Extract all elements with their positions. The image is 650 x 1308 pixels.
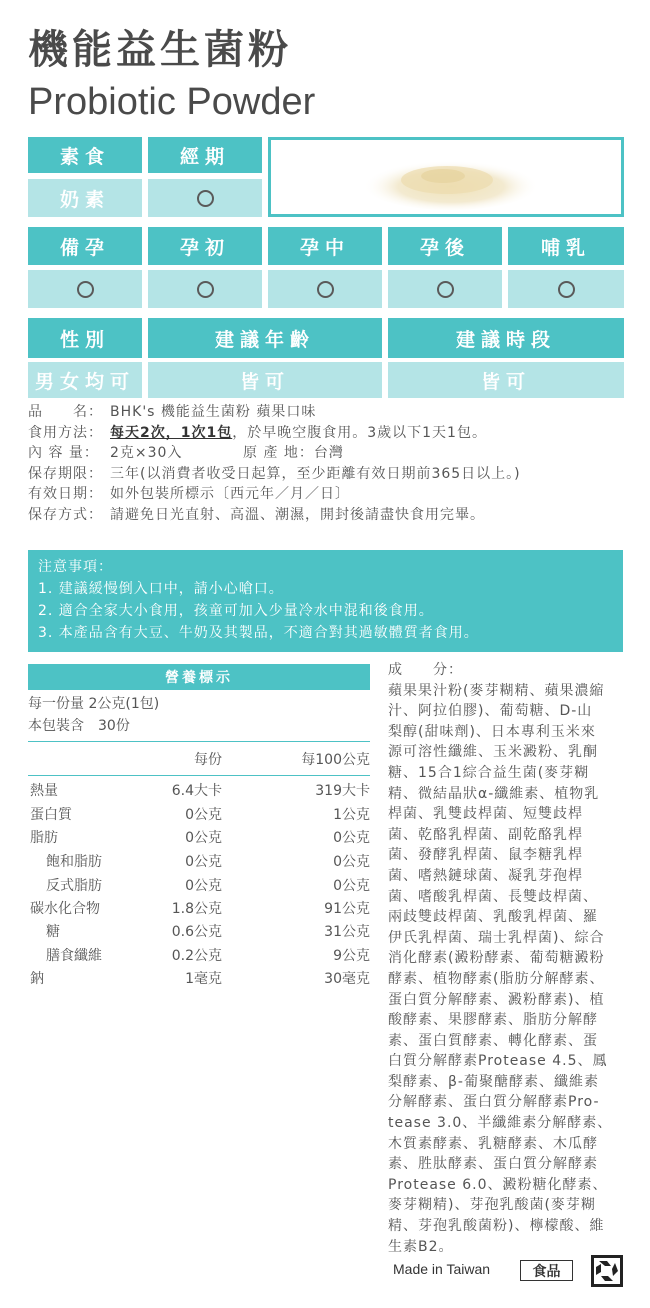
nutrition-col-100: 每100公克 bbox=[301, 752, 370, 768]
nutrition-row-name: 熱量 bbox=[30, 783, 58, 799]
gender-header: 性別 bbox=[28, 318, 142, 358]
nutrition-row-per100: 1公克 bbox=[333, 807, 370, 823]
nutrition-row-per100: 91公克 bbox=[324, 901, 370, 917]
nutrition-row-per: 1.8公克 bbox=[171, 901, 222, 917]
ingredients-line: 伊氏乳桿菌、瑞士乳桿菌)、綜合 bbox=[388, 929, 605, 946]
nutrition-row-name: 糖 bbox=[46, 924, 60, 940]
time-value: 皆可 bbox=[388, 362, 624, 398]
ingredients-line: 糖、15合1綜合益生菌(麥芽糊 bbox=[388, 764, 590, 781]
nutrition-row-per: 0公克 bbox=[185, 878, 222, 894]
nutrition-row-per: 0.6公克 bbox=[171, 924, 222, 940]
stage-value-4 bbox=[388, 270, 502, 308]
stage-header-2: 孕初 bbox=[148, 227, 262, 265]
nutrition-row-per100: 9公克 bbox=[333, 948, 370, 964]
product-info bbox=[28, 402, 628, 526]
circle-mark-icon bbox=[197, 190, 214, 207]
ingredients-line: Protease 6.0、澱粉糖化酵素、 bbox=[388, 1176, 608, 1193]
nutrition-row-per: 0公克 bbox=[185, 807, 222, 823]
time-header: 建議時段 bbox=[388, 318, 624, 358]
ingredients-line: 蘋果果汁粉(麥芽糊精、蘋果濃縮 bbox=[388, 682, 605, 699]
ingredients-line: 菌、嗜熱鏈球菌、凝乳芽孢桿 bbox=[388, 867, 583, 884]
period-header: 經期 bbox=[148, 137, 262, 173]
ingredients-line: 白質分解酵素Protease 4.5、鳳 bbox=[388, 1053, 608, 1070]
ingredients-line: 酸酵素、果膠酵素、脂肪分解酵 bbox=[388, 1012, 598, 1029]
stage-value-3 bbox=[268, 270, 382, 308]
stage-value-5 bbox=[508, 270, 624, 308]
ingredients-line: 素、蛋白質酵素、轉化酵素、蛋 bbox=[388, 1032, 598, 1049]
ingredients-line: 桿菌、乳雙歧桿菌、短雙歧桿 bbox=[388, 806, 583, 823]
nutrition-row-name: 反式脂肪 bbox=[46, 878, 102, 894]
stage-value-1 bbox=[28, 270, 142, 308]
ingredients-line: 木質素酵素、乳糖酵素、木瓜酵 bbox=[388, 1135, 598, 1152]
stage-header-4: 孕後 bbox=[388, 227, 502, 265]
stage-header-5: 哺乳 bbox=[508, 227, 624, 265]
recycle-icon bbox=[591, 1255, 623, 1287]
ingredients-line: 源可溶性纖維、玉米澱粉、乳酮 bbox=[388, 744, 598, 761]
ingredients-line: 汁、阿拉伯膠)、葡萄糖、D-山 bbox=[388, 703, 593, 720]
nutrition-row-per: 1毫克 bbox=[185, 971, 222, 987]
notice-title: 注意事項： bbox=[38, 559, 113, 575]
nutrition-servings-per: 本包裝含 30份 bbox=[28, 718, 130, 734]
made-in-label: Made in Taiwan bbox=[393, 1261, 491, 1277]
nutrition-serving: 每一份量 2公克(1包) bbox=[28, 696, 160, 712]
circle-mark-icon bbox=[317, 281, 334, 298]
ingredients-line: 分解酵素、蛋白質分解酵素Pro- bbox=[388, 1094, 600, 1111]
ingredients-line: 兩歧雙歧桿菌、乳酸乳桿菌、羅 bbox=[388, 909, 598, 926]
nutrition-row-per100: 30毫克 bbox=[324, 971, 370, 987]
nutrition-row-per100: 319大卡 bbox=[315, 783, 370, 799]
notice-item-3: 3. 本產品含有大豆、牛奶及其製品，不適合對其過敏體質者食用。 bbox=[38, 625, 479, 641]
stage-header-3: 孕中 bbox=[268, 227, 382, 265]
ingredients-line: tease 3.0、半纖維素分解酵素、 bbox=[388, 1115, 613, 1132]
ingredients-line: 菌、嗜酸乳桿菌、長雙歧桿菌、 bbox=[388, 888, 598, 905]
ingredients-line: 酵素、植物酵素(脂肪分解酵素、 bbox=[388, 970, 605, 987]
stage-header-1: 備孕 bbox=[28, 227, 142, 265]
ingredients-line: 蛋白質分解酵素、澱粉酵素)、植 bbox=[388, 991, 605, 1008]
age-header: 建議年齡 bbox=[148, 318, 382, 358]
nutrition-row-per: 0.2公克 bbox=[171, 948, 222, 964]
nutrition-row-name: 鈉 bbox=[30, 971, 44, 987]
nutrition-col-per: 每份 bbox=[194, 752, 222, 768]
diet-header: 素食 bbox=[28, 137, 142, 173]
nutrition-row-name: 蛋白質 bbox=[30, 807, 72, 823]
ingredients-line: 梨酵素、β-葡聚醣酵素、纖維素 bbox=[388, 1073, 599, 1090]
nutrition-row-per100: 31公克 bbox=[324, 924, 370, 940]
nutrition-row-per: 0公克 bbox=[185, 854, 222, 870]
ingredients-block bbox=[388, 660, 626, 1257]
ingredients-line: 精、芽孢乳酸菌粉)、檸檬酸、維 bbox=[388, 1218, 605, 1235]
notice-item-1: 1. 建議緩慢倒入口中，請小心嗆口。 bbox=[38, 581, 284, 597]
age-value: 皆可 bbox=[148, 362, 382, 398]
circle-mark-icon bbox=[77, 281, 94, 298]
notice-item-2: 2. 適合全家大小食用，孩童可加入少量冷水中混和後食用。 bbox=[38, 603, 434, 619]
info-content: 內 容 量： 2克×30入 原 產 地：台灣 bbox=[28, 445, 344, 462]
period-value bbox=[148, 179, 262, 217]
ingredients-line: 素、胜肽酵素、蛋白質分解酵素 bbox=[388, 1156, 598, 1173]
circle-mark-icon bbox=[197, 281, 214, 298]
stage-value-2 bbox=[148, 270, 262, 308]
nutrition-row-name: 脂肪 bbox=[30, 830, 58, 846]
notice-box bbox=[28, 550, 623, 652]
nutrition-row-name: 飽和脂肪 bbox=[46, 854, 102, 870]
ingredients-line: 菌、發酵乳桿菌、鼠李糖乳桿 bbox=[388, 847, 583, 864]
product-photo bbox=[268, 137, 624, 217]
food-mark: 食品 bbox=[520, 1260, 573, 1281]
ingredients-label: 成 分： bbox=[388, 662, 463, 678]
info-expiry: 有效日期： 如外包裝所標示〔西元年／月／日〕 bbox=[28, 486, 350, 503]
nutrition-title: 營養標示 bbox=[28, 664, 370, 690]
divider bbox=[28, 775, 370, 776]
ingredients-line: 生素B2。 bbox=[388, 1238, 454, 1255]
nutrition-row-name: 膳食纖維 bbox=[46, 948, 102, 964]
nutrition-row-per100: 0公克 bbox=[333, 830, 370, 846]
info-shelf-life: 保存期限： 三年(以消費者收受日起算，至少距離有效日期前365日以上。) bbox=[28, 465, 521, 482]
nutrition-row-per: 6.4大卡 bbox=[171, 783, 222, 799]
ingredients-line: 消化酵素(澱粉酵素、葡萄糖澱粉 bbox=[388, 950, 605, 967]
ingredients-line: 麥芽糊精)、芽孢乳酸菌(麥芽糊 bbox=[388, 1197, 596, 1214]
gender-value: 男女均可 bbox=[28, 362, 142, 398]
info-storage: 保存方式： 請避免日光直射、高溫、潮濕，開封後請盡快食用完畢。 bbox=[28, 506, 485, 523]
info-name: 品 名： BHK's 機能益生菌粉 蘋果口味 bbox=[28, 404, 317, 420]
circle-mark-icon bbox=[558, 281, 575, 298]
ingredients-line: 菌、乾酪乳桿菌、副乾酪乳桿 bbox=[388, 826, 583, 843]
divider bbox=[28, 741, 370, 742]
nutrition-row-name: 碳水化合物 bbox=[30, 901, 100, 917]
page-subtitle: Probiotic Powder bbox=[28, 81, 316, 123]
ingredients-line: 梨醇(甜味劑)、日本專利玉米來 bbox=[388, 723, 596, 740]
nutrition-row-per: 0公克 bbox=[185, 830, 222, 846]
circle-mark-icon bbox=[437, 281, 454, 298]
page-title: 機能益生菌粉 bbox=[28, 27, 292, 73]
powder-image bbox=[271, 140, 624, 217]
ingredients-line: 精、微結晶狀α-纖維素、植物乳 bbox=[388, 785, 600, 802]
nutrition-row-per100: 0公克 bbox=[333, 854, 370, 870]
diet-value: 奶素 bbox=[28, 179, 142, 217]
nutrition-row-per100: 0公克 bbox=[333, 878, 370, 894]
info-usage: 食用方法： 每天2次，1次1包，於早晚空腹食用。3歲以下1天1包。 bbox=[28, 424, 487, 441]
